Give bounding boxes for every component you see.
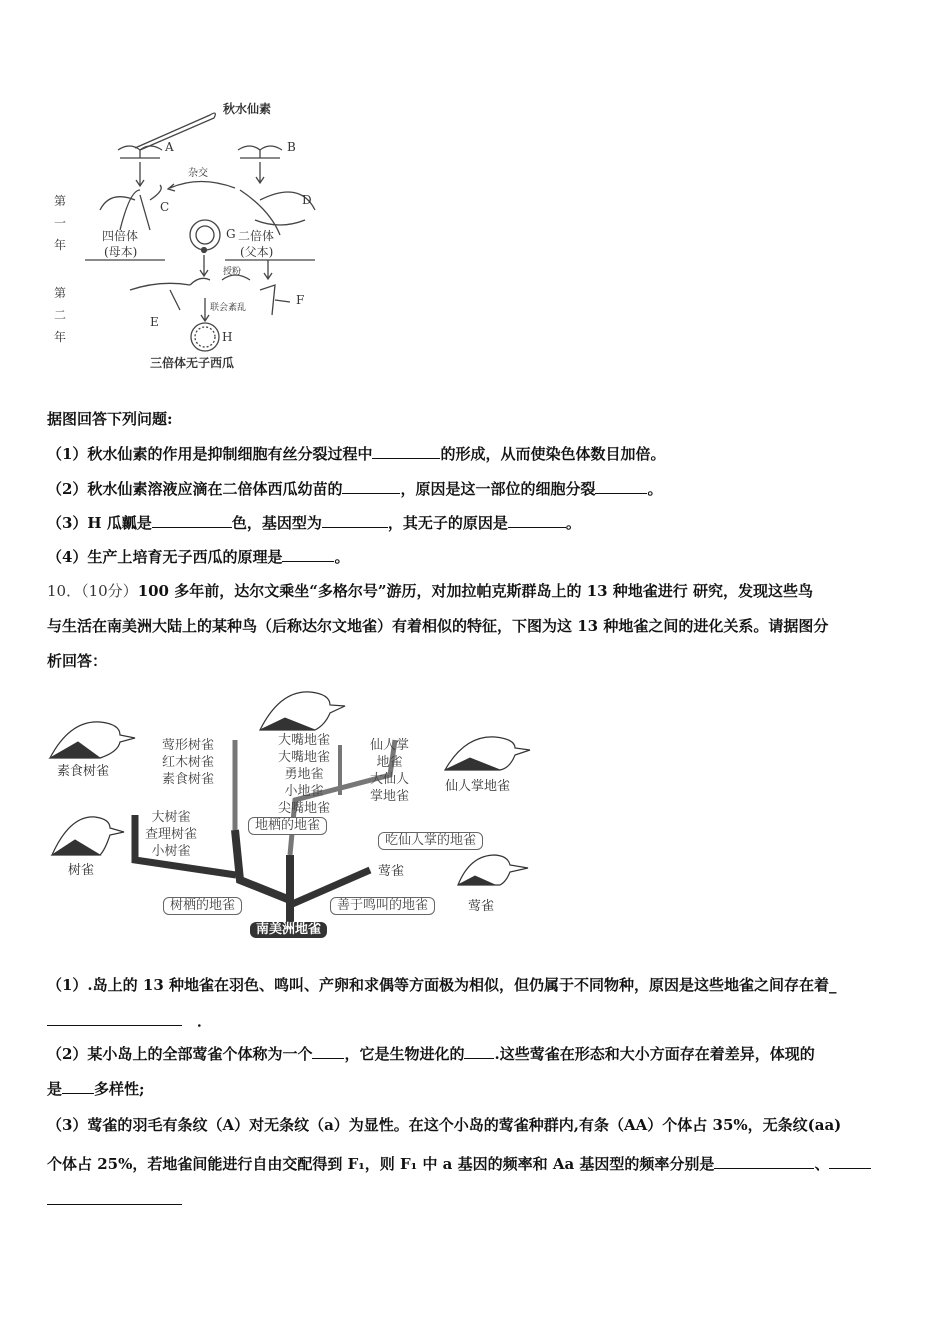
species-label: 勇地雀 bbox=[284, 767, 324, 782]
small-tree-finch-group bbox=[145, 809, 197, 860]
species-label: 仙人掌 bbox=[370, 738, 410, 753]
year2-label: 第二年 bbox=[54, 286, 67, 344]
label-g: G bbox=[226, 227, 236, 241]
synapsis-disorder-label: 联会紊乱 bbox=[210, 303, 247, 313]
species-label: 掌地雀 bbox=[370, 789, 410, 804]
root-label: 南美洲地雀 bbox=[250, 922, 327, 938]
colchicine-label: 秋水仙素 bbox=[223, 102, 272, 116]
species-label: 查理树雀 bbox=[145, 827, 198, 842]
cactus-ground-finch-label: 仙人掌地雀 bbox=[445, 779, 511, 794]
tetraploid-label: 四倍体 bbox=[102, 229, 139, 243]
q10-item-1: （1）.岛上的 13 种地雀在羽色、鸣叫、产卵和求偶等方面极为相似，但仍属于不同物种，原因是这些地雀之间存在着_ bbox=[47, 976, 837, 994]
q9-2-text-mid: ，原因是这一部位的细胞分裂 bbox=[400, 480, 596, 498]
q10-line-2: 与生活在南美洲大陆上的某种鸟（后称达尔文地雀）有着相似的特征，下图为这 13 种地雀之间的进化关系。请据图分 bbox=[47, 617, 829, 635]
tree-dwelling-box: 树栖的地雀 bbox=[163, 897, 242, 915]
answer-blank[interactable] bbox=[62, 1079, 94, 1094]
q10-line-3: 析回答： bbox=[47, 652, 108, 670]
q9-4-text-end: 。 bbox=[334, 548, 350, 566]
q10-3-text: 个体占 25%，若地雀间能进行自由交配得到 F₁，则 F₁ 中 a 基因的频率和 Aa 基因型的频率分别是 bbox=[47, 1155, 715, 1173]
q10-2-text-c: .这些莺雀在形态和大小方面存在着差异，体现的 bbox=[494, 1045, 815, 1063]
q9-3-text-mid2: ，其无子的原因是 bbox=[387, 514, 508, 532]
tree-finch-label: 树雀 bbox=[68, 863, 95, 878]
answer-blank[interactable] bbox=[312, 1044, 344, 1059]
answer-blank[interactable] bbox=[595, 479, 647, 494]
answer-blank[interactable] bbox=[342, 479, 400, 494]
label-h: H bbox=[222, 330, 233, 344]
q9-3-text-mid: 色，基因型为 bbox=[231, 514, 322, 532]
q9-item-4 bbox=[47, 547, 349, 567]
watermelon-diagram-drawing bbox=[40, 90, 340, 380]
q10-2-text: （2）某小岛上的全部莺雀个体称为一个 bbox=[47, 1045, 313, 1063]
q9-item-1 bbox=[47, 444, 665, 464]
q10-item-3: （3）莺雀的羽毛有条纹（A）对无条纹（a）为显性。在这个小岛的莺雀种群内,有条（AA）个体占 35%，无条纹(aa) bbox=[47, 1116, 842, 1134]
q9-3-text: （3）H 瓜瓤是 bbox=[47, 514, 152, 532]
question-number: 10．（10分） bbox=[47, 582, 138, 600]
label-e: E bbox=[150, 315, 159, 329]
q10-2-text-d: 是 bbox=[47, 1080, 63, 1098]
species-label: 大树雀 bbox=[151, 810, 191, 825]
q9-4-text: （4）生产上培育无子西瓜的原理是 bbox=[47, 548, 283, 566]
species-label: 大仙人 bbox=[370, 772, 410, 787]
father-label: (父本) bbox=[240, 245, 274, 259]
q10-3-separator: 、 bbox=[814, 1155, 830, 1173]
answer-blank[interactable] bbox=[372, 444, 440, 459]
cactus-finch-group bbox=[370, 737, 409, 805]
species-label: 尖嘴地雀 bbox=[278, 801, 331, 816]
finch-evolution-figure bbox=[40, 680, 540, 950]
species-label: 素食树雀 bbox=[162, 772, 215, 787]
q10-2-text-b: ，它是生物进化的 bbox=[344, 1045, 465, 1063]
diploid-label: 二倍体 bbox=[238, 229, 275, 243]
q9-item-3 bbox=[47, 513, 581, 533]
tree-finch-group bbox=[162, 737, 214, 788]
species-label: 红木树雀 bbox=[162, 755, 215, 770]
q10-item-2 bbox=[47, 1044, 815, 1064]
q9-intro: 据图回答下列问题: bbox=[47, 410, 173, 428]
mother-label: (母本) bbox=[104, 245, 138, 259]
answer-blank[interactable] bbox=[47, 1190, 182, 1205]
q9-item-2 bbox=[47, 479, 662, 499]
answer-blank[interactable] bbox=[152, 513, 232, 528]
answer-blank[interactable] bbox=[714, 1154, 814, 1169]
warbler-branch-label: 莺雀 bbox=[378, 864, 405, 879]
year1-label: 第一年 bbox=[54, 194, 67, 252]
answer-blank[interactable] bbox=[322, 513, 388, 528]
species-label: 小树雀 bbox=[151, 844, 191, 859]
label-c: C bbox=[160, 200, 170, 214]
singing-box: 善于鸣叫的地雀 bbox=[330, 897, 435, 915]
species-label: 大嘴地雀 bbox=[278, 733, 331, 748]
q10-1-end: ． bbox=[197, 1012, 213, 1030]
label-f: F bbox=[296, 293, 305, 307]
q9-1-text: （1）秋水仙素的作用是抑制细胞有丝分裂过程中 bbox=[47, 445, 373, 463]
q10-item-2-cont bbox=[47, 1079, 145, 1099]
triploid-seedless-label: 三倍体无子西瓜 bbox=[150, 356, 235, 370]
vegetarian-tree-finch-label: 素食树雀 bbox=[57, 764, 110, 779]
q10-text-1: 100 多年前，达尔文乘坐“多格尔号”游历，对加拉帕克斯群岛上的 13 种地雀进行 研究，发现这些鸟 bbox=[137, 582, 814, 600]
cross-label: 杂交 bbox=[188, 168, 208, 179]
warbler-finch-label: 莺雀 bbox=[468, 899, 495, 914]
ground-finch-group bbox=[278, 732, 330, 817]
answer-blank[interactable] bbox=[464, 1044, 494, 1059]
q9-3-text-end: 。 bbox=[565, 514, 581, 532]
q9-2-text-end: 。 bbox=[647, 480, 663, 498]
q10-item-3-cont2 bbox=[47, 1190, 182, 1210]
answer-blank[interactable] bbox=[829, 1154, 871, 1169]
species-label: 小地雀 bbox=[284, 784, 324, 799]
answer-blank[interactable] bbox=[47, 1011, 182, 1026]
q10-item-3-cont bbox=[47, 1154, 871, 1174]
q10-2-text-e: 多样性; bbox=[94, 1080, 145, 1098]
q9-2-text: （2）秋水仙素溶液应滴在二倍体西瓜幼苗的 bbox=[47, 480, 343, 498]
species-label: 莺形树雀 bbox=[162, 738, 215, 753]
species-label: 地雀 bbox=[376, 755, 403, 770]
cactus-eating-box: 吃仙人掌的地雀 bbox=[378, 832, 483, 850]
species-label: 大嘴地雀 bbox=[278, 750, 331, 765]
ground-dwelling-box: 地栖的地雀 bbox=[248, 817, 327, 835]
pollination-label: 授粉 bbox=[223, 267, 242, 277]
q10-item-1-cont bbox=[47, 1011, 212, 1031]
answer-blank[interactable] bbox=[508, 513, 566, 528]
q9-1-text-end: 的形成，从而使染色体数目加倍。 bbox=[440, 445, 666, 463]
answer-blank[interactable] bbox=[282, 547, 334, 562]
label-b: B bbox=[287, 140, 296, 154]
q10-line-1 bbox=[47, 581, 813, 601]
label-a: A bbox=[165, 140, 174, 154]
label-d: D bbox=[302, 193, 312, 207]
watermelon-breeding-figure bbox=[40, 90, 340, 380]
